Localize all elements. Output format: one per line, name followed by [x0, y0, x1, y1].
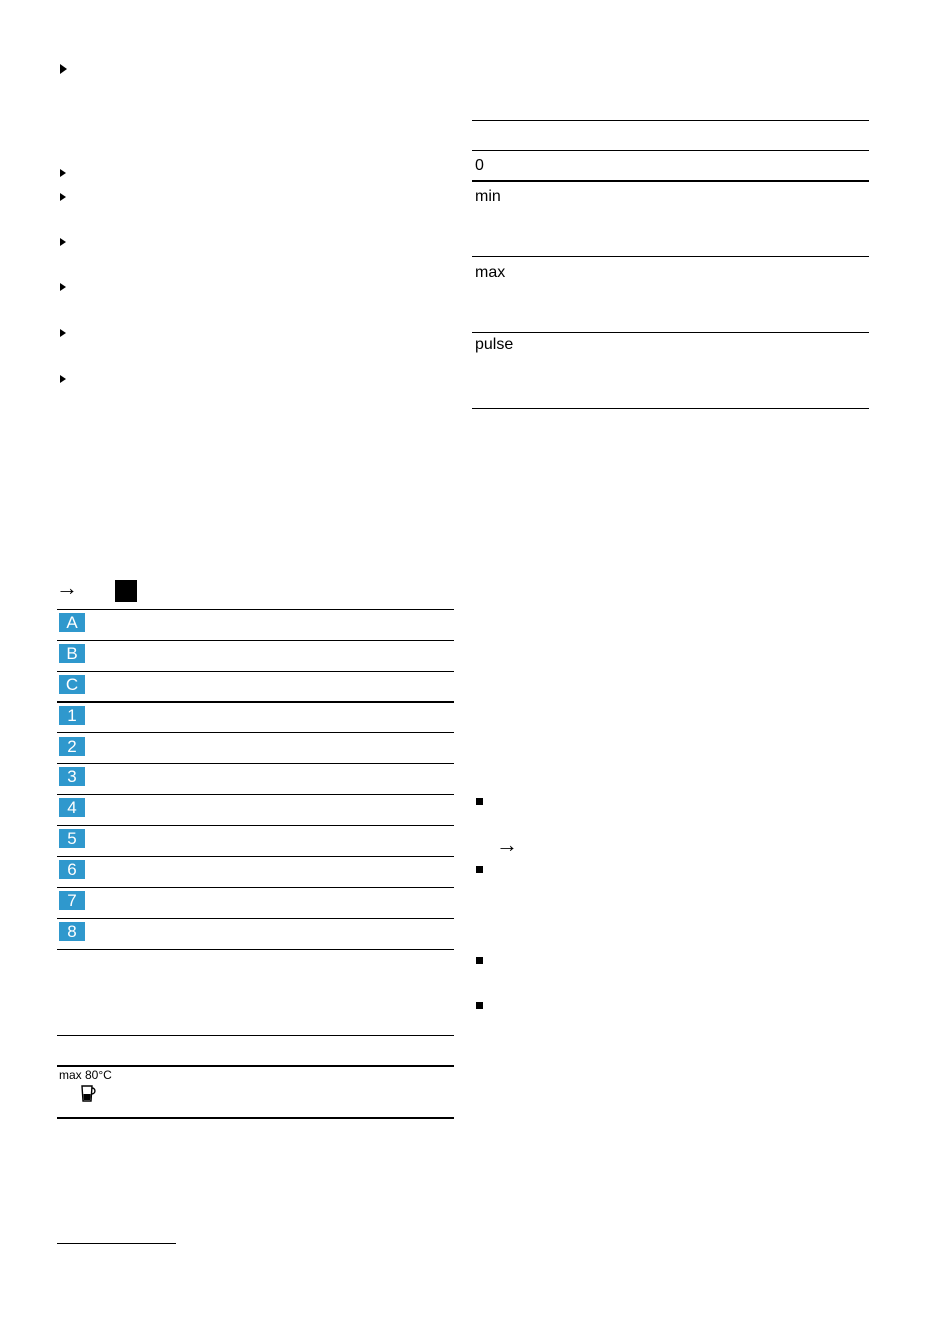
- part-badge-5: 5: [59, 829, 85, 848]
- table-rule: [472, 120, 869, 121]
- table-rule: [57, 1035, 454, 1036]
- setting-label-min: min: [475, 188, 501, 205]
- part-badge-3: 3: [59, 767, 85, 786]
- table-rule: [57, 856, 454, 857]
- part-badge-7: 7: [59, 891, 85, 910]
- bullet-icon: [60, 329, 66, 337]
- bullet-icon: [60, 169, 66, 177]
- table-rule: [472, 180, 869, 182]
- table-rule: [57, 825, 454, 826]
- table-rule: [57, 701, 454, 703]
- part-badge-b: B: [59, 644, 85, 663]
- table-rule: [57, 732, 454, 733]
- bullet-icon: [60, 283, 66, 291]
- square-bullet-icon: [476, 957, 483, 964]
- part-badge-2: 2: [59, 737, 85, 756]
- table-rule: [472, 256, 869, 257]
- table-rule: [57, 1117, 454, 1119]
- bullet-icon: [60, 375, 66, 383]
- arrow-icon: →: [56, 575, 78, 600]
- table-rule: [57, 794, 454, 795]
- table-rule: [57, 1065, 454, 1067]
- arrow-icon: →: [496, 832, 518, 857]
- table-rule: [472, 332, 869, 333]
- black-square-icon: [115, 580, 137, 602]
- bullet-icon: [60, 193, 66, 201]
- setting-label-max: max: [475, 264, 506, 281]
- square-bullet-icon: [476, 798, 483, 805]
- part-badge-8: 8: [59, 922, 85, 941]
- part-badge-a: A: [59, 613, 85, 632]
- table-rule: [57, 640, 454, 641]
- bullet-icon: [60, 238, 66, 246]
- table-rule: [57, 763, 454, 764]
- square-bullet-icon: [476, 866, 483, 873]
- setting-label-pulse: pulse: [475, 336, 514, 353]
- square-bullet-icon: [476, 1002, 483, 1009]
- part-badge-6: 6: [59, 860, 85, 879]
- table-rule: [57, 671, 454, 672]
- table-rule: [472, 150, 869, 151]
- jug-icon: [78, 1083, 100, 1105]
- part-badge-4: 4: [59, 798, 85, 817]
- part-badge-1: 1: [59, 706, 85, 725]
- table-rule: [57, 887, 454, 888]
- table-rule: [472, 408, 869, 409]
- table-rule: [57, 918, 454, 919]
- part-badge-c: C: [59, 675, 85, 694]
- bullet-icon: [60, 64, 67, 74]
- footnote-separator: [57, 1243, 176, 1244]
- table-rule: [57, 609, 454, 610]
- table-rule: [57, 949, 454, 950]
- setting-label-zero: 0: [475, 157, 484, 174]
- max-temperature-label: max 80°C: [59, 1068, 112, 1082]
